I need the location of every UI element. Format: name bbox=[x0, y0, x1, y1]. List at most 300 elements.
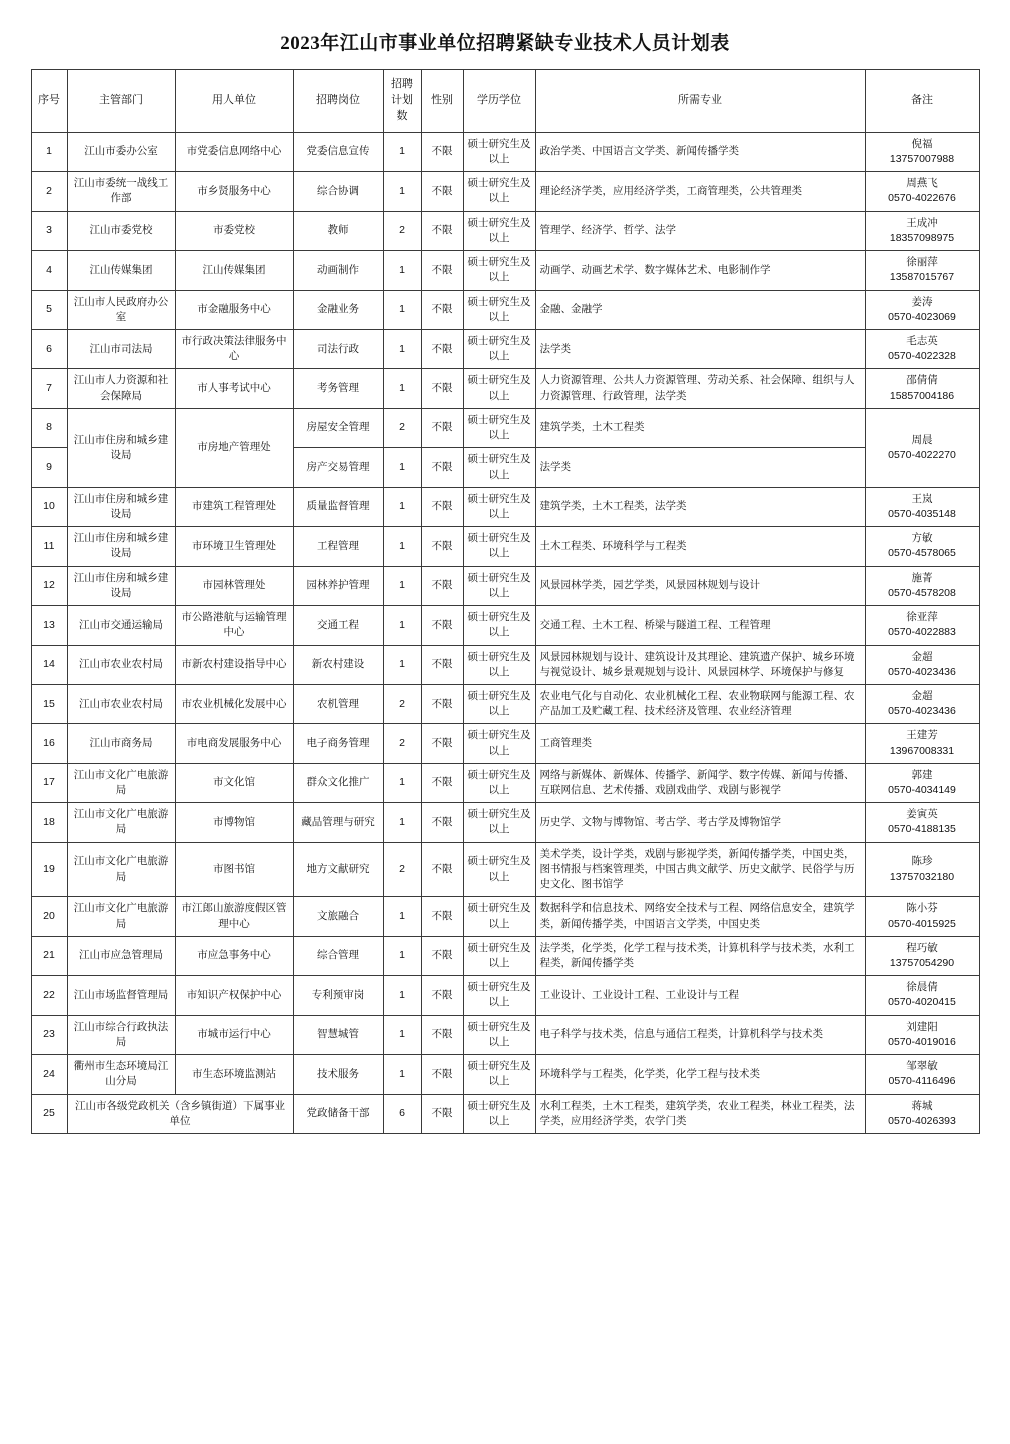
cell-remark bbox=[865, 684, 979, 723]
remark-phone: 0570-4019016 bbox=[888, 1035, 956, 1048]
cell-sex: 不限 bbox=[421, 842, 463, 897]
remark-name: 蒋城 bbox=[911, 1099, 933, 1112]
table-row bbox=[31, 1094, 979, 1133]
table-row bbox=[31, 803, 979, 842]
table-row bbox=[31, 566, 979, 605]
remark-name: 王成冲 bbox=[906, 216, 938, 229]
remark-name: 邹翠敏 bbox=[906, 1060, 938, 1073]
cell-num: 1 bbox=[383, 803, 421, 842]
cell-edu: 硕士研究生及以上 bbox=[463, 936, 535, 975]
cell-major: 美术学类，设计学类，戏剧与影视学类，新闻传播学类，中国史类，图书情报与档案管理类，中国古典文献学、历史文献学、民俗学与历史文化、图书馆学 bbox=[535, 842, 865, 897]
cell-no: 4 bbox=[31, 251, 67, 290]
cell-sex: 不限 bbox=[421, 606, 463, 645]
cell-num: 1 bbox=[383, 606, 421, 645]
table-row bbox=[31, 724, 979, 763]
cell-unit: 市江郎山旅游度假区管理中心 bbox=[175, 897, 293, 936]
cell-dept: 江山市文化广电旅游局 bbox=[67, 842, 175, 897]
table-row bbox=[31, 369, 979, 408]
cell-dept: 江山市农业农村局 bbox=[67, 684, 175, 723]
cell-dept: 江山市应急管理局 bbox=[67, 936, 175, 975]
remark-phone: 0570-4578065 bbox=[888, 547, 956, 560]
cell-edu: 硕士研究生及以上 bbox=[463, 897, 535, 936]
remark-phone: 0570-4035148 bbox=[888, 507, 956, 520]
cell-post: 专利预审岗 bbox=[293, 976, 383, 1015]
cell-num: 1 bbox=[383, 172, 421, 211]
remark-phone: 0570-4116496 bbox=[888, 1075, 956, 1088]
cell-unit: 市博物馆 bbox=[175, 803, 293, 842]
cell-sex: 不限 bbox=[421, 211, 463, 250]
cell-post: 教师 bbox=[293, 211, 383, 250]
cell-edu: 硕士研究生及以上 bbox=[463, 487, 535, 526]
cell-major: 动画学、动画艺术学、数字媒体艺术、电影制作学 bbox=[535, 251, 865, 290]
cell-dept: 衢州市生态环境局江山分局 bbox=[67, 1055, 175, 1094]
cell-remark bbox=[865, 330, 979, 369]
cell-unit: 市乡贤服务中心 bbox=[175, 172, 293, 211]
cell-remark bbox=[865, 1055, 979, 1094]
table-row bbox=[31, 976, 979, 1015]
cell-edu: 硕士研究生及以上 bbox=[463, 527, 535, 566]
remark-phone: 0570-4015925 bbox=[888, 917, 956, 930]
remark-name: 周燕飞 bbox=[906, 177, 938, 190]
cell-sex: 不限 bbox=[421, 1094, 463, 1133]
cell-post: 房屋安全管理 bbox=[293, 408, 383, 447]
cell-major: 人力资源管理、公共人力资源管理、劳动关系、社会保障、组织与人力资源管理、行政管理，法学类 bbox=[535, 369, 865, 408]
header-post: 招聘岗位 bbox=[293, 70, 383, 133]
cell-post: 司法行政 bbox=[293, 330, 383, 369]
cell-num: 2 bbox=[383, 408, 421, 447]
cell-unit: 市文化馆 bbox=[175, 763, 293, 802]
cell-post: 综合协调 bbox=[293, 172, 383, 211]
remark-name: 徐丽萍 bbox=[906, 256, 938, 269]
cell-num: 2 bbox=[383, 211, 421, 250]
cell-num: 1 bbox=[383, 290, 421, 329]
cell-remark bbox=[865, 211, 979, 250]
cell-major: 网络与新媒体、新媒体、传播学、新闻学、数字传媒、新闻与传播、互联网信息、艺术传播、戏剧戏曲学、戏剧与影视学 bbox=[535, 763, 865, 802]
table-row bbox=[31, 290, 979, 329]
cell-major: 风景园林规划与设计、建筑设计及其理论、建筑遗产保护、城乡环境与视觉设计、城乡景观规划与设计、风景园林学、环境保护与修复 bbox=[535, 645, 865, 684]
remark-name: 程巧敏 bbox=[906, 941, 938, 954]
cell-sex: 不限 bbox=[421, 897, 463, 936]
cell-num: 1 bbox=[383, 645, 421, 684]
cell-sex: 不限 bbox=[421, 132, 463, 171]
cell-remark bbox=[865, 408, 979, 487]
cell-sex: 不限 bbox=[421, 369, 463, 408]
table-row bbox=[31, 408, 979, 447]
cell-no: 2 bbox=[31, 172, 67, 211]
remark-name: 金超 bbox=[911, 650, 933, 663]
remark-phone: 0570-4578208 bbox=[888, 586, 956, 599]
cell-edu: 硕士研究生及以上 bbox=[463, 684, 535, 723]
cell-major: 风景园林学类，园艺学类，风景园林规划与设计 bbox=[535, 566, 865, 605]
cell-edu: 硕士研究生及以上 bbox=[463, 803, 535, 842]
cell-dept: 江山市人力资源和社会保障局 bbox=[67, 369, 175, 408]
cell-no: 11 bbox=[31, 527, 67, 566]
cell-sex: 不限 bbox=[421, 566, 463, 605]
cell-edu: 硕士研究生及以上 bbox=[463, 448, 535, 487]
cell-post: 考务管理 bbox=[293, 369, 383, 408]
cell-no: 19 bbox=[31, 842, 67, 897]
cell-dept: 江山市住房和城乡建设局 bbox=[67, 487, 175, 526]
cell-post: 质量监督管理 bbox=[293, 487, 383, 526]
cell-major: 政治学类、中国语言文学类、新闻传播学类 bbox=[535, 132, 865, 171]
cell-edu: 硕士研究生及以上 bbox=[463, 1055, 535, 1094]
remark-phone: 15857004186 bbox=[889, 389, 955, 402]
table-row bbox=[31, 172, 979, 211]
cell-unit: 市知识产权保护中心 bbox=[175, 976, 293, 1015]
cell-major: 法学类 bbox=[535, 448, 865, 487]
table-row bbox=[31, 1015, 979, 1054]
cell-major: 理论经济学类，应用经济学类，工商管理类，公共管理类 bbox=[535, 172, 865, 211]
remark-phone: 0570-4026393 bbox=[888, 1114, 956, 1127]
cell-unit: 市人事考试中心 bbox=[175, 369, 293, 408]
remark-name: 王建芳 bbox=[906, 729, 938, 742]
cell-major: 建筑学类，土木工程类，法学类 bbox=[535, 487, 865, 526]
cell-major: 水利工程类，土木工程类，建筑学类，农业工程类，林业工程类，法学类，应用经济学类，农学门类 bbox=[535, 1094, 865, 1133]
remark-name: 王岚 bbox=[911, 492, 933, 505]
table-row bbox=[31, 842, 979, 897]
remark-phone: 13757032180 bbox=[889, 870, 955, 883]
remark-name: 毛志英 bbox=[906, 335, 938, 347]
cell-edu: 硕士研究生及以上 bbox=[463, 172, 535, 211]
cell-dept: 江山市委办公室 bbox=[67, 132, 175, 171]
cell-major: 土木工程类、环境科学与工程类 bbox=[535, 527, 865, 566]
cell-edu: 硕士研究生及以上 bbox=[463, 369, 535, 408]
header-unit: 用人单位 bbox=[175, 70, 293, 133]
table-row bbox=[31, 251, 979, 290]
cell-no: 21 bbox=[31, 936, 67, 975]
table-row bbox=[31, 606, 979, 645]
cell-major: 电子科学与技术类，信息与通信工程类，计算机科学与技术类 bbox=[535, 1015, 865, 1054]
recruitment-plan-table bbox=[31, 69, 980, 1134]
cell-remark bbox=[865, 1094, 979, 1133]
cell-dept: 江山市住房和城乡建设局 bbox=[67, 527, 175, 566]
cell-num: 1 bbox=[383, 566, 421, 605]
cell-post: 文旅融合 bbox=[293, 897, 383, 936]
cell-no: 5 bbox=[31, 290, 67, 329]
cell-no: 13 bbox=[31, 606, 67, 645]
header-remark: 备注 bbox=[865, 70, 979, 133]
cell-sex: 不限 bbox=[421, 448, 463, 487]
remark-name: 金超 bbox=[911, 689, 933, 702]
cell-dept: 江山市综合行政执法局 bbox=[67, 1015, 175, 1054]
cell-no: 24 bbox=[31, 1055, 67, 1094]
cell-edu: 硕士研究生及以上 bbox=[463, 1094, 535, 1133]
cell-post: 智慧城管 bbox=[293, 1015, 383, 1054]
cell-remark bbox=[865, 803, 979, 842]
remark-phone: 0570-4022328 bbox=[888, 350, 956, 363]
cell-edu: 硕士研究生及以上 bbox=[463, 211, 535, 250]
cell-unit: 市新农村建设指导中心 bbox=[175, 645, 293, 684]
cell-unit: 市公路港航与运输管理中心 bbox=[175, 606, 293, 645]
cell-no: 15 bbox=[31, 684, 67, 723]
cell-num: 1 bbox=[383, 369, 421, 408]
cell-dept: 江山市商务局 bbox=[67, 724, 175, 763]
cell-num: 1 bbox=[383, 976, 421, 1015]
cell-no: 9 bbox=[31, 448, 67, 487]
cell-no: 1 bbox=[31, 132, 67, 171]
cell-major: 工业设计、工业设计工程、工业设计与工程 bbox=[535, 976, 865, 1015]
cell-post: 党委信息宣传 bbox=[293, 132, 383, 171]
remark-name: 邵倩倩 bbox=[906, 374, 938, 387]
cell-remark bbox=[865, 172, 979, 211]
cell-post: 园林养护管理 bbox=[293, 566, 383, 605]
remark-name: 徐亚萍 bbox=[906, 611, 938, 624]
cell-unit: 市农业机械化发展中心 bbox=[175, 684, 293, 723]
cell-major: 建筑学类，土木工程类 bbox=[535, 408, 865, 447]
remark-phone: 0570-4023436 bbox=[888, 665, 956, 678]
cell-dept: 江山市委统一战线工作部 bbox=[67, 172, 175, 211]
cell-no: 16 bbox=[31, 724, 67, 763]
cell-edu: 硕士研究生及以上 bbox=[463, 330, 535, 369]
cell-edu: 硕士研究生及以上 bbox=[463, 290, 535, 329]
remark-name: 姜涛 bbox=[911, 295, 933, 308]
table-row bbox=[31, 1055, 979, 1094]
cell-post: 地方文献研究 bbox=[293, 842, 383, 897]
cell-major: 法学类 bbox=[535, 330, 865, 369]
cell-dept: 江山市司法局 bbox=[67, 330, 175, 369]
cell-dept: 江山市文化广电旅游局 bbox=[67, 803, 175, 842]
cell-no: 3 bbox=[31, 211, 67, 250]
cell-remark bbox=[865, 566, 979, 605]
cell-unit: 市党委信息网络中心 bbox=[175, 132, 293, 171]
cell-num: 1 bbox=[383, 487, 421, 526]
cell-dept: 江山市委党校 bbox=[67, 211, 175, 250]
cell-post: 金融业务 bbox=[293, 290, 383, 329]
cell-sex: 不限 bbox=[421, 1055, 463, 1094]
cell-remark bbox=[865, 527, 979, 566]
cell-num: 1 bbox=[383, 1055, 421, 1094]
table-row bbox=[31, 527, 979, 566]
cell-num: 1 bbox=[383, 132, 421, 171]
cell-post: 动画制作 bbox=[293, 251, 383, 290]
cell-num: 6 bbox=[383, 1094, 421, 1133]
cell-sex: 不限 bbox=[421, 290, 463, 329]
remark-phone: 0570-4034149 bbox=[888, 784, 956, 797]
cell-major: 农业电气化与自动化、农业机械化工程、农业物联网与能源工程、农产品加工及贮藏工程、技术经济及管理、农业经济管理 bbox=[535, 684, 865, 723]
cell-remark bbox=[865, 897, 979, 936]
cell-sex: 不限 bbox=[421, 684, 463, 723]
cell-sex: 不限 bbox=[421, 936, 463, 975]
cell-post: 农机管理 bbox=[293, 684, 383, 723]
cell-num: 1 bbox=[383, 763, 421, 802]
cell-edu: 硕士研究生及以上 bbox=[463, 132, 535, 171]
cell-sex: 不限 bbox=[421, 803, 463, 842]
cell-post: 技术服务 bbox=[293, 1055, 383, 1094]
remark-phone: 0570-4188135 bbox=[888, 823, 956, 836]
cell-no: 23 bbox=[31, 1015, 67, 1054]
table-row bbox=[31, 330, 979, 369]
cell-num: 1 bbox=[383, 1015, 421, 1054]
cell-unit: 市委党校 bbox=[175, 211, 293, 250]
header-num bbox=[383, 70, 421, 133]
cell-num: 1 bbox=[383, 527, 421, 566]
cell-edu: 硕士研究生及以上 bbox=[463, 1015, 535, 1054]
cell-dept: 江山市农业农村局 bbox=[67, 645, 175, 684]
cell-remark bbox=[865, 645, 979, 684]
remark-name: 刘建阳 bbox=[906, 1020, 938, 1033]
cell-unit: 市园林管理处 bbox=[175, 566, 293, 605]
cell-major: 数据科学和信息技术、网络安全技术与工程、网络信息安全，建筑学类，新闻传播学类，中国语言文学类，中国史类 bbox=[535, 897, 865, 936]
cell-remark bbox=[865, 487, 979, 526]
cell-sex: 不限 bbox=[421, 976, 463, 1015]
cell-no: 14 bbox=[31, 645, 67, 684]
cell-unit: 市金融服务中心 bbox=[175, 290, 293, 329]
remark-phone: 13967008331 bbox=[889, 744, 955, 757]
header-sex: 性别 bbox=[421, 70, 463, 133]
remark-phone: 18357098975 bbox=[889, 231, 955, 244]
cell-unit: 市电商发展服务中心 bbox=[175, 724, 293, 763]
cell-dept: 江山市人民政府办公室 bbox=[67, 290, 175, 329]
cell-dept: 江山市住房和城乡建设局 bbox=[67, 566, 175, 605]
cell-sex: 不限 bbox=[421, 1015, 463, 1054]
cell-major: 管理学、经济学、哲学、法学 bbox=[535, 211, 865, 250]
remark-name: 陈珍 bbox=[911, 855, 933, 868]
remark-phone: 13757007988 bbox=[889, 153, 955, 166]
remark-name: 徐晨倩 bbox=[906, 981, 938, 994]
cell-sex: 不限 bbox=[421, 251, 463, 290]
cell-remark bbox=[865, 976, 979, 1015]
cell-remark bbox=[865, 369, 979, 408]
cell-dept: 江山市场监督管理局 bbox=[67, 976, 175, 1015]
cell-dept: 江山市文化广电旅游局 bbox=[67, 897, 175, 936]
cell-remark bbox=[865, 606, 979, 645]
remark-phone: 13757054290 bbox=[889, 957, 955, 969]
table-header-row bbox=[31, 70, 979, 133]
page-title: 2023年江山市事业单位招聘紧缺专业技术人员计划表 bbox=[280, 33, 730, 54]
cell-num: 1 bbox=[383, 330, 421, 369]
cell-edu: 硕士研究生及以上 bbox=[463, 408, 535, 447]
cell-remark bbox=[865, 763, 979, 802]
cell-num: 1 bbox=[383, 251, 421, 290]
cell-sex: 不限 bbox=[421, 763, 463, 802]
cell-remark bbox=[865, 290, 979, 329]
cell-major: 金融、金融学 bbox=[535, 290, 865, 329]
cell-no: 10 bbox=[31, 487, 67, 526]
cell-unit: 市应急事务中心 bbox=[175, 936, 293, 975]
cell-edu: 硕士研究生及以上 bbox=[463, 724, 535, 763]
cell-sex: 不限 bbox=[421, 645, 463, 684]
cell-remark bbox=[865, 936, 979, 975]
remark-phone: 0570-4020415 bbox=[888, 996, 956, 1009]
remark-name: 郭建 bbox=[911, 768, 933, 781]
header-num-line2: 计划数 bbox=[391, 93, 413, 122]
remark-name: 周晨 bbox=[911, 433, 933, 446]
cell-major: 工商管理类 bbox=[535, 724, 865, 763]
cell-post: 党政储备干部 bbox=[293, 1094, 383, 1133]
remark-name: 方敏 bbox=[911, 532, 933, 545]
cell-num: 2 bbox=[383, 842, 421, 897]
cell-remark bbox=[865, 132, 979, 171]
cell-dept: 江山市各级党政机关（含乡镇街道）下属事业单位 bbox=[67, 1094, 293, 1133]
remark-name: 姜寅英 bbox=[906, 808, 938, 821]
cell-num: 1 bbox=[383, 897, 421, 936]
cell-remark bbox=[865, 1015, 979, 1054]
cell-post: 电子商务管理 bbox=[293, 724, 383, 763]
cell-major: 法学类，化学类，化学工程与技术类，计算机科学与技术类，水利工程类，新闻传播学类 bbox=[535, 936, 865, 975]
cell-post: 藏品管理与研究 bbox=[293, 803, 383, 842]
header-dept: 主管部门 bbox=[67, 70, 175, 133]
cell-sex: 不限 bbox=[421, 172, 463, 211]
remark-phone: 0570-4022883 bbox=[888, 626, 956, 639]
table-row bbox=[31, 936, 979, 975]
cell-remark bbox=[865, 724, 979, 763]
cell-num: 1 bbox=[383, 936, 421, 975]
table-row bbox=[31, 897, 979, 936]
table-row bbox=[31, 487, 979, 526]
remark-name: 陈小芬 bbox=[906, 902, 938, 915]
cell-post: 房产交易管理 bbox=[293, 448, 383, 487]
cell-unit: 市生态环境监测站 bbox=[175, 1055, 293, 1094]
table-row bbox=[31, 684, 979, 723]
cell-no: 25 bbox=[31, 1094, 67, 1133]
remark-phone: 0570-4022270 bbox=[888, 448, 956, 461]
cell-remark bbox=[865, 251, 979, 290]
cell-dept: 江山传媒集团 bbox=[67, 251, 175, 290]
header-edu: 学历学位 bbox=[463, 70, 535, 133]
cell-edu: 硕士研究生及以上 bbox=[463, 566, 535, 605]
cell-unit: 市行政决策法律服务中心 bbox=[175, 330, 293, 369]
cell-post: 群众文化推广 bbox=[293, 763, 383, 802]
header-major: 所需专业 bbox=[535, 70, 865, 133]
header-no: 序号 bbox=[31, 70, 67, 133]
cell-edu: 硕士研究生及以上 bbox=[463, 976, 535, 1015]
cell-sex: 不限 bbox=[421, 487, 463, 526]
table-row bbox=[31, 763, 979, 802]
cell-unit: 市房地产管理处 bbox=[175, 408, 293, 487]
cell-major: 环境科学与工程类，化学类，化学工程与技术类 bbox=[535, 1055, 865, 1094]
cell-edu: 硕士研究生及以上 bbox=[463, 606, 535, 645]
remark-name: 倪福 bbox=[911, 137, 933, 150]
cell-unit: 市城市运行中心 bbox=[175, 1015, 293, 1054]
cell-edu: 硕士研究生及以上 bbox=[463, 645, 535, 684]
remark-phone: 0570-4022676 bbox=[888, 192, 956, 205]
cell-no: 12 bbox=[31, 566, 67, 605]
cell-edu: 硕士研究生及以上 bbox=[463, 763, 535, 802]
cell-dept: 江山市交通运输局 bbox=[67, 606, 175, 645]
cell-unit: 市图书馆 bbox=[175, 842, 293, 897]
cell-unit: 市环境卫生管理处 bbox=[175, 527, 293, 566]
cell-unit: 江山传媒集团 bbox=[175, 251, 293, 290]
cell-no: 8 bbox=[31, 408, 67, 447]
cell-remark bbox=[865, 842, 979, 897]
cell-post: 新农村建设 bbox=[293, 645, 383, 684]
cell-sex: 不限 bbox=[421, 408, 463, 447]
cell-no: 17 bbox=[31, 763, 67, 802]
remark-phone: 13587015767 bbox=[889, 271, 955, 284]
remark-phone: 0570-4023436 bbox=[888, 705, 956, 718]
cell-edu: 硕士研究生及以上 bbox=[463, 842, 535, 897]
cell-no: 18 bbox=[31, 803, 67, 842]
cell-post: 交通工程 bbox=[293, 606, 383, 645]
table-row bbox=[31, 132, 979, 171]
remark-phone: 0570-4023069 bbox=[888, 310, 956, 323]
cell-dept: 江山市文化广电旅游局 bbox=[67, 763, 175, 802]
cell-no: 7 bbox=[31, 369, 67, 408]
cell-post: 综合管理 bbox=[293, 936, 383, 975]
cell-num: 1 bbox=[383, 448, 421, 487]
cell-edu: 硕士研究生及以上 bbox=[463, 251, 535, 290]
cell-post: 工程管理 bbox=[293, 527, 383, 566]
cell-no: 22 bbox=[31, 976, 67, 1015]
cell-sex: 不限 bbox=[421, 527, 463, 566]
cell-dept: 江山市住房和城乡建设局 bbox=[67, 408, 175, 487]
cell-major: 历史学、文物与博物馆、考古学、考古学及博物馆学 bbox=[535, 803, 865, 842]
table-row bbox=[31, 211, 979, 250]
cell-sex: 不限 bbox=[421, 724, 463, 763]
cell-major: 交通工程、土木工程、桥梁与隧道工程、工程管理 bbox=[535, 606, 865, 645]
cell-unit: 市建筑工程管理处 bbox=[175, 487, 293, 526]
cell-sex: 不限 bbox=[421, 330, 463, 369]
